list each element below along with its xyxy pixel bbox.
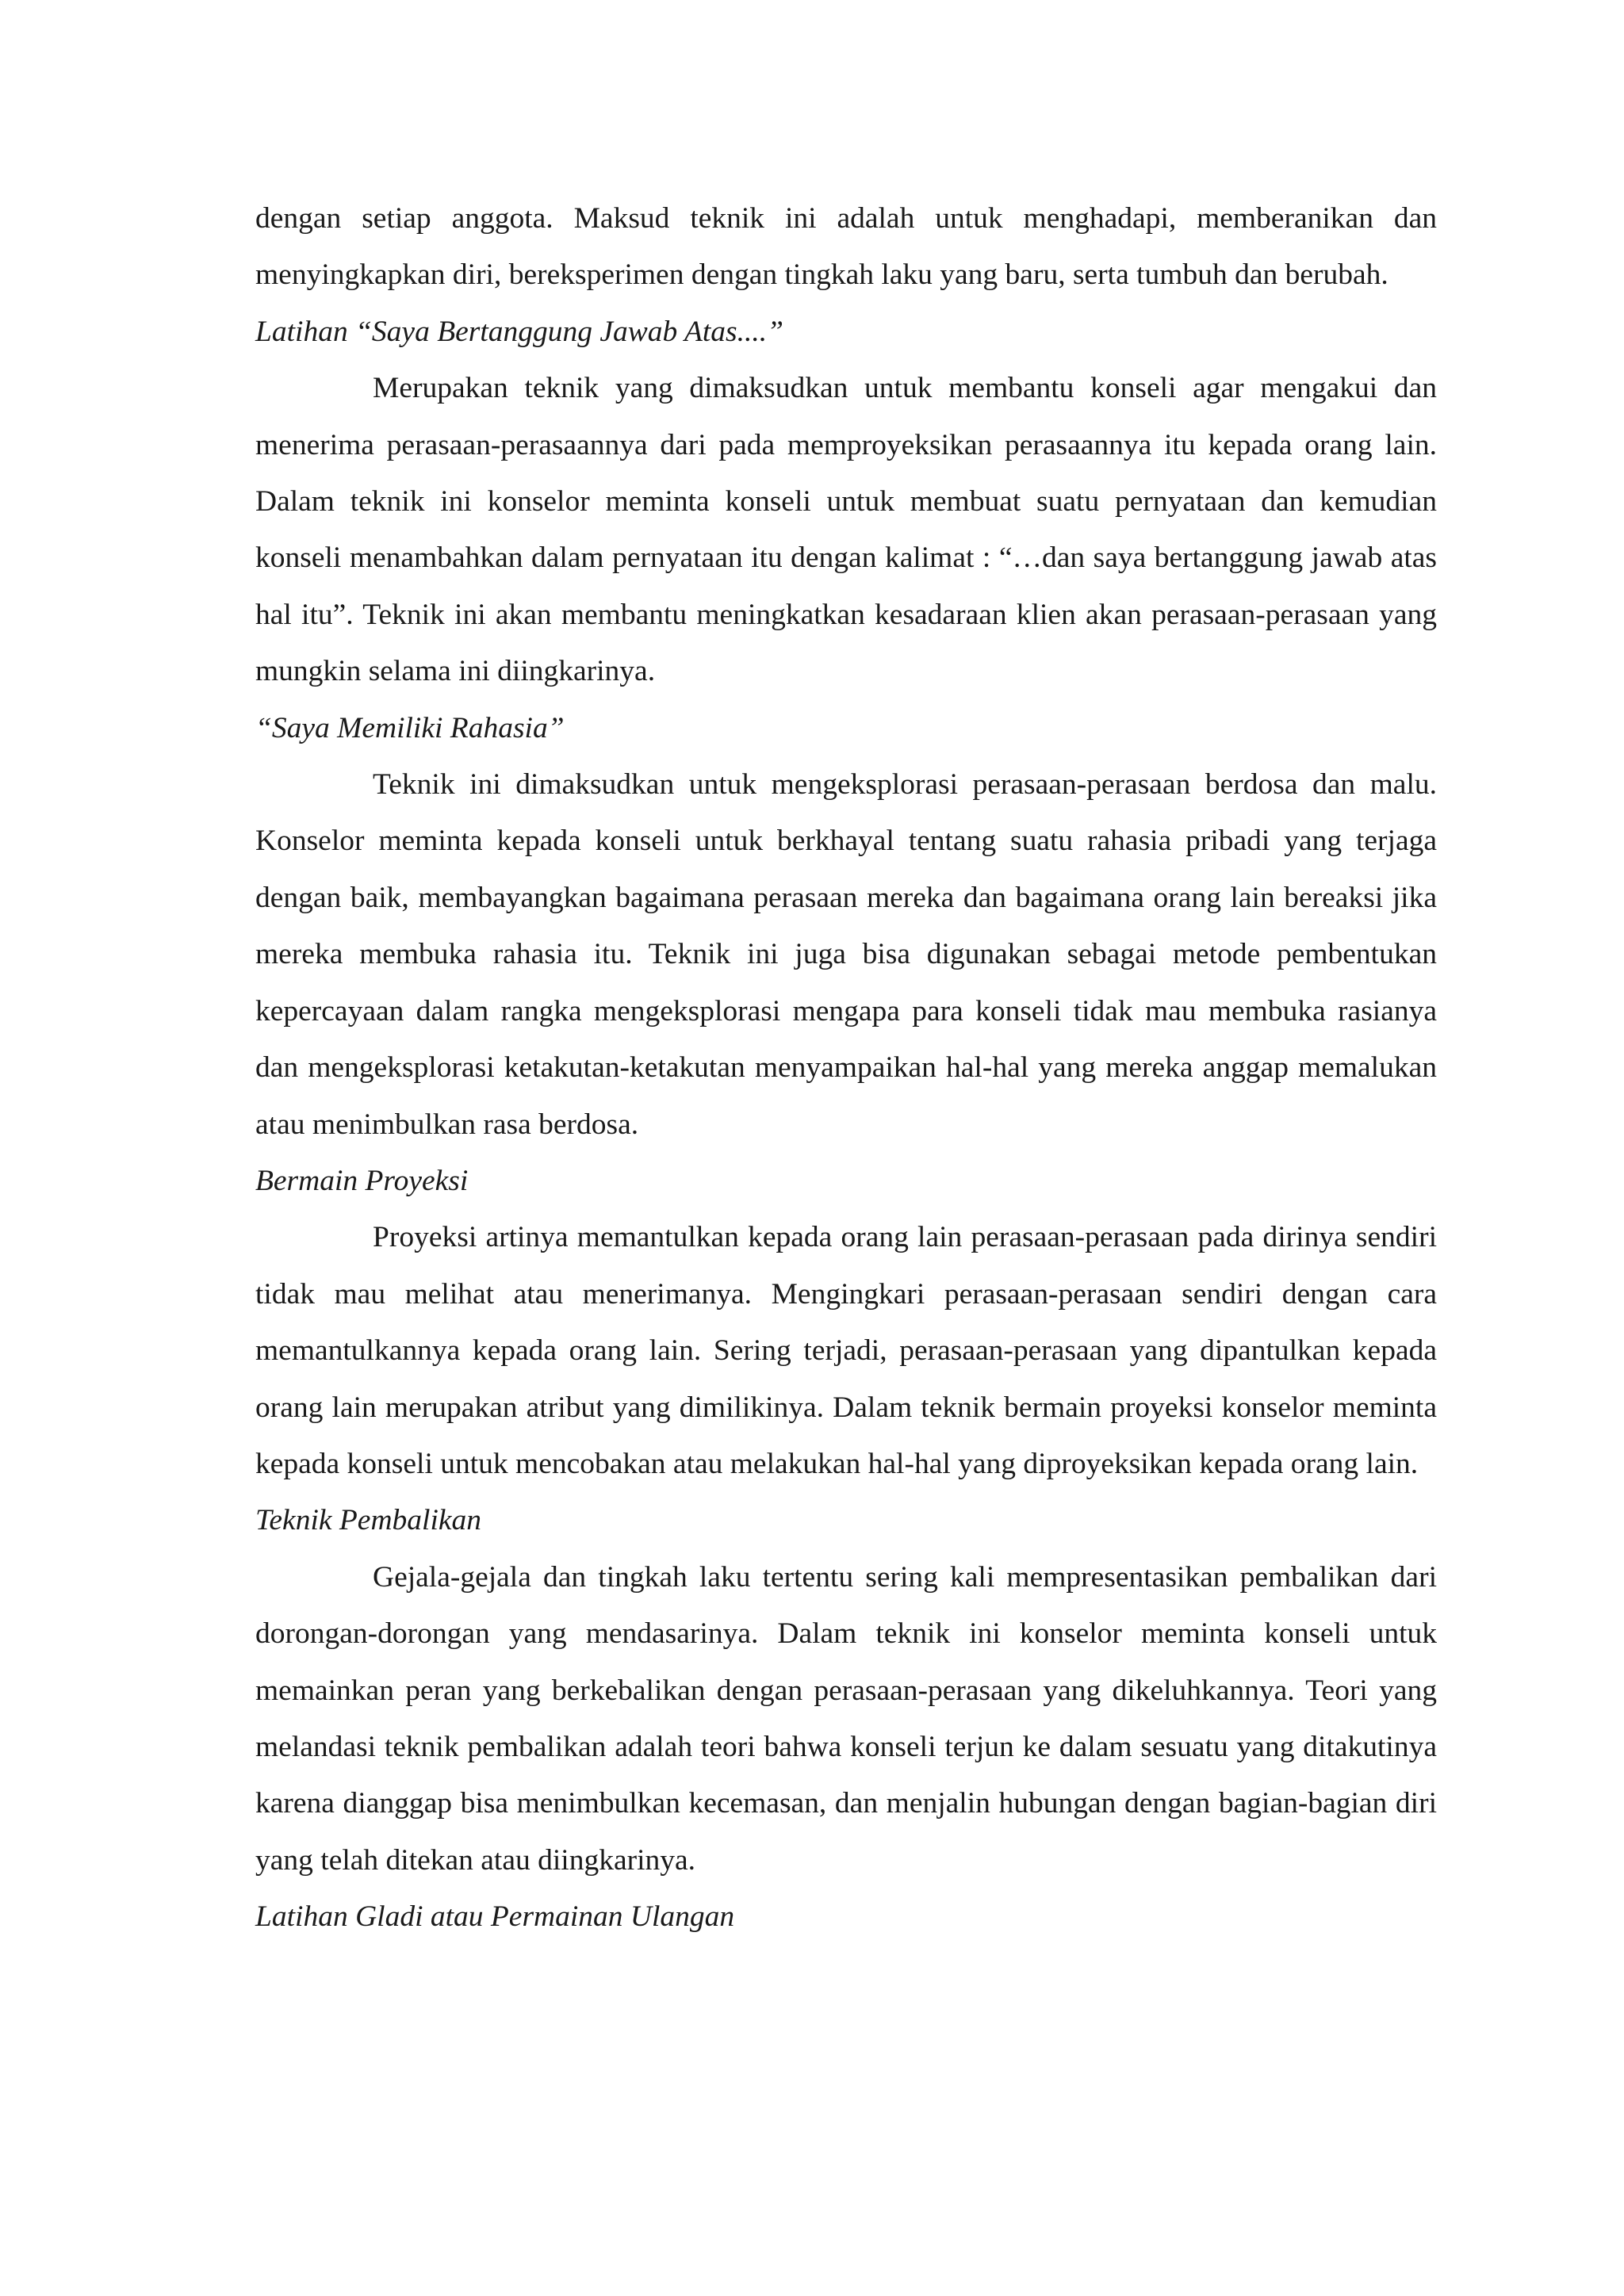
section-heading: Latihan Gladi atau Permainan Ulangan xyxy=(255,1900,735,1934)
section-heading: Bermain Proyeksi xyxy=(255,1164,469,1197)
body-paragraph: dengan setiap anggota. Maksud teknik ini adalah untuk menghadapi, memberanikan dan menyingkapkan diri, bereksperimen dengan tingkah laku yang baru, serta tumbuh dan berubah. xyxy=(255,202,1437,292)
section-heading: Teknik Pembalikan xyxy=(255,1504,482,1537)
document-page xyxy=(255,190,1437,1946)
body-paragraph: Gejala-gejala dan tingkah laku tertentu sering kali mempresentasikan pembalikan dari dorongan-dorongan yang mendasarinya. Dalam teknik ini konselor meminta konseli untuk memainkan peran yang berkebalikan dengan perasaan-perasaan yang dikeluhkannya. Teori yang melandasi teknik pembalikan adalah teori bahwa konseli terjun ke dalam sesuatu yang ditakutinya karena dianggap bisa menimbulkan kecemasan, dan menjalin hubungan dengan bagian-bagian diri yang telah ditekan atau diingkarinya. xyxy=(255,1560,1437,1877)
body-paragraph: Teknik ini dimaksudkan untuk mengeksplorasi perasaan-perasaan berdosa dan malu. Konselor meminta kepada konseli untuk berkhayal tentang suatu rahasia pribadi yang terjaga dengan baik, membayangkan bagaimana perasaan mereka dan bagaimana orang lain bereaksi jika mereka membuka rahasia itu. Teknik ini juga bisa digunakan sebagai metode pembentukan kepercayaan dalam rangka mengeksplorasi mengapa para konseli tidak mau membuka rasianya dan mengeksplorasi ketakutan-ketakutan menyampaikan hal-hal yang mereka anggap memalukan atau menimbulkan rasa berdosa. xyxy=(255,768,1437,1141)
section-heading: “Saya Memiliki Rahasia” xyxy=(255,711,565,744)
section-heading: Latihan “Saya Bertanggung Jawab Atas....” xyxy=(255,315,784,348)
body-paragraph: Proyeksi artinya memantulkan kepada orang lain perasaan-perasaan pada dirinya sendiri tidak mau melihat atau menerimanya. Mengingkari perasaan-perasaan sendiri dengan cara memantulkannya kepada orang lain. Sering terjadi, perasaan-perasaan yang dipantulkan kepada orang lain merupakan atribut yang dimilikinya. Dalam teknik bermain proyeksi konselor meminta kepada konseli untuk mencobakan atau melakukan hal-hal yang diproyeksikan kepada orang lain. xyxy=(255,1221,1437,1480)
body-paragraph: Merupakan teknik yang dimaksudkan untuk membantu konseli agar mengakui dan menerima perasaan-perasaannya dari pada memproyeksikan perasaannya itu kepada orang lain. Dalam teknik ini konselor meminta konseli untuk membuat suatu pernyataan dan kemudian konseli menambahkan dalam pernyataan itu dengan kalimat : “…dan saya bertanggung jawab atas hal itu”. Teknik ini akan membantu meningkatkan kesadaraan klien akan perasaan-perasaan yang mungkin selama ini diingkarinya. xyxy=(255,372,1437,688)
